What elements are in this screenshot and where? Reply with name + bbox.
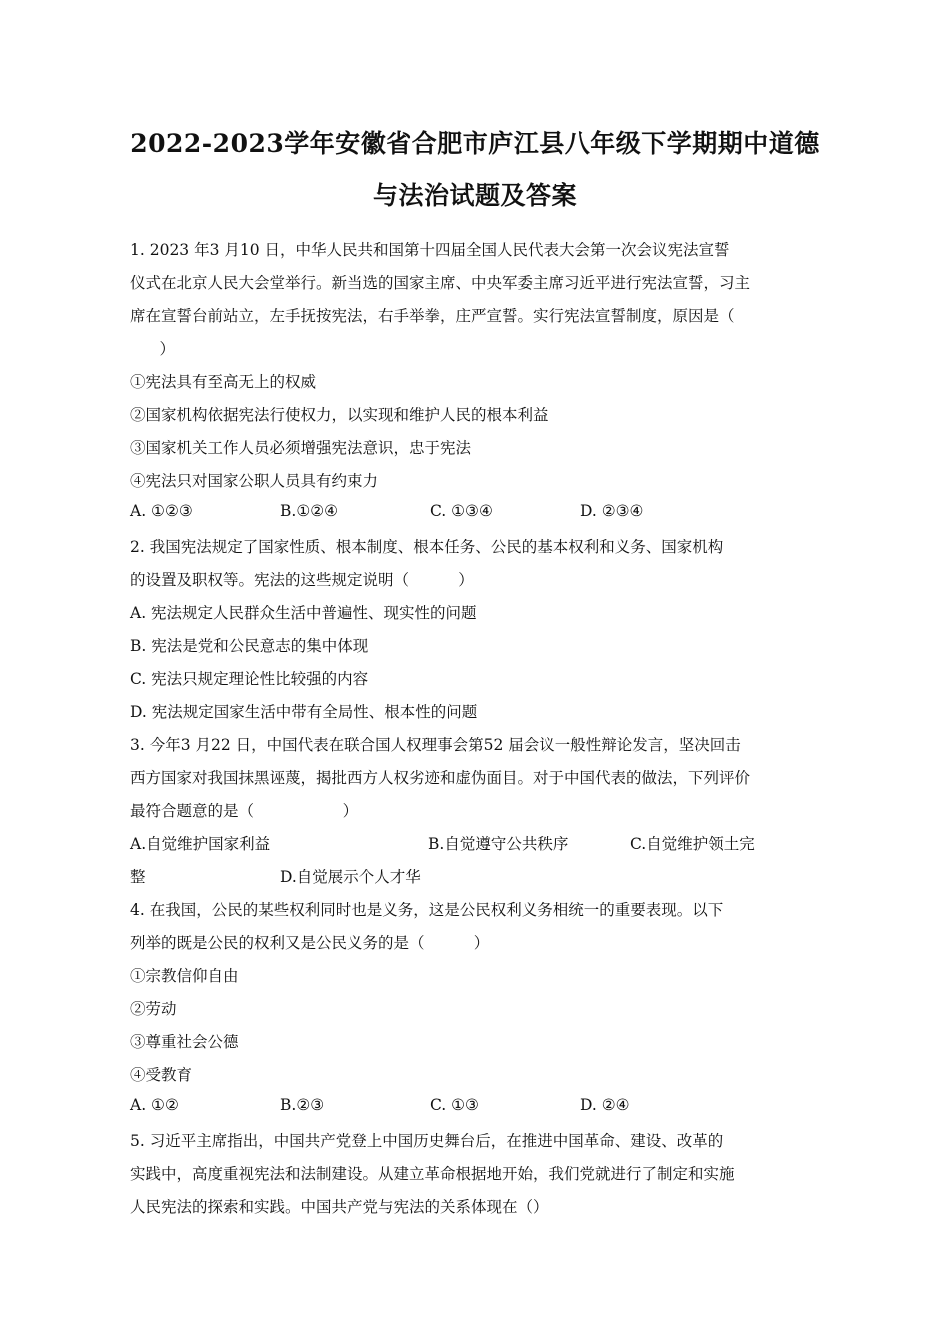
q3-stem-line-1: 3. 今年3 月22 日，中国代表在联合国人权理事会第52 届会议一般性辩论发言，坚决回击 (130, 736, 741, 754)
q4-stem-line-2: 列举的既是公民的权利又是公民义务的是（ ） (130, 934, 490, 952)
q1-stem-line-2: 仪式在北京人民大会堂举行。新当选的国家主席、中央军委主席习近平进行宪法宣誓，习主 (130, 274, 751, 292)
q1-item-2: ②国家机构依据宪法行使权力，以实现和维护人民的根本利益 (130, 406, 549, 424)
q2-option-d: D. 宪法规定国家生活中带有全局性、根本性的问题 (130, 703, 478, 721)
q4-option-b: B.②③ (280, 1096, 325, 1114)
q5-stem-line-1: 5. 习近平主席指出，中国共产党登上中国历史舞台后，在推进中国革命、建设、改革的 (130, 1132, 724, 1150)
q1-stem-line-3: 席在宣誓台前站立，左手抚按宪法，右手举拳，庄严宣誓。实行宪法宣誓制度，原因是（ (130, 307, 735, 325)
q3-option-a: A.自觉维护国家利益 (130, 835, 271, 853)
q1-option-a: A. ①②③ (130, 502, 193, 520)
q4-item-4: ④受教育 (130, 1066, 193, 1084)
q1-item-4: ④宪法只对国家公职人员具有约束力 (130, 472, 379, 490)
q4-item-3: ③尊重社会公德 (130, 1033, 239, 1051)
q2-stem-line-2: 的设置及职权等。宪法的这些规定说明（ ） (130, 571, 474, 589)
q1-option-d: D. ②③④ (580, 502, 644, 520)
q3-option-c: C.自觉维护领土完 (630, 835, 755, 853)
q1-item-1: ①宪法具有至高无上的权威 (130, 373, 317, 391)
q4-stem-line-1: 4. 在我国，公民的某些权利同时也是义务，这是公民权利义务相统一的重要表现。以下 (130, 901, 724, 919)
q3-option-c-continued: 整 (130, 868, 146, 886)
q5-stem-line-2: 实践中，高度重视宪法和法制建设。从建立革命根据地开始，我们党就进行了制定和实施 (130, 1165, 735, 1183)
q2-option-c: C. 宪法只规定理论性比较强的内容 (130, 670, 369, 688)
q4-item-1: ①宗教信仰自由 (130, 967, 239, 985)
q2-option-a: A. 宪法规定人民群众生活中普遍性、现实性的问题 (130, 604, 477, 622)
q3-option-b: B.自觉遵守公共秩序 (428, 835, 569, 853)
q4-option-a: A. ①② (130, 1096, 179, 1114)
q4-option-d: D. ②④ (580, 1096, 630, 1114)
q3-stem-line-3: 最符合题意的是（ ） (130, 802, 359, 820)
q4-option-c: C. ①③ (430, 1096, 479, 1114)
document-title-line-2: 与法治试题及答案 (372, 181, 577, 210)
q2-stem-line-1: 2. 我国宪法规定了国家性质、根本制度、根本任务、公民的基本权利和义务、国家机构 (130, 538, 724, 556)
q2-option-b: B. 宪法是党和公民意志的集中体现 (130, 637, 369, 655)
q1-stem-line-1: 1. 2023 年3 月10 日，中华人民共和国第十四届全国人民代表大会第一次会议宪法宣誓 (130, 241, 730, 259)
q4-item-2: ②劳动 (130, 1000, 177, 1018)
q1-stem-line-4: ） (130, 340, 176, 358)
q3-option-d: D.自觉展示个人才华 (280, 868, 421, 886)
q3-stem-line-2: 西方国家对我国抹黑诬蔑，揭批西方人权劣迹和虚伪面目。对于中国代表的做法，下列评价 (130, 769, 751, 787)
q1-item-3: ③国家机关工作人员必须增强宪法意识，忠于宪法 (130, 439, 472, 457)
q5-stem-line-3: 人民宪法的探索和实践。中国共产党与宪法的关系体现在（） (130, 1198, 549, 1216)
document-title-line-1: 2022-2023学年安徽省合肥市庐江县八年级下学期期中道德 (130, 129, 820, 158)
q1-option-c: C. ①③④ (430, 502, 493, 520)
q1-option-b: B.①②④ (280, 502, 339, 520)
